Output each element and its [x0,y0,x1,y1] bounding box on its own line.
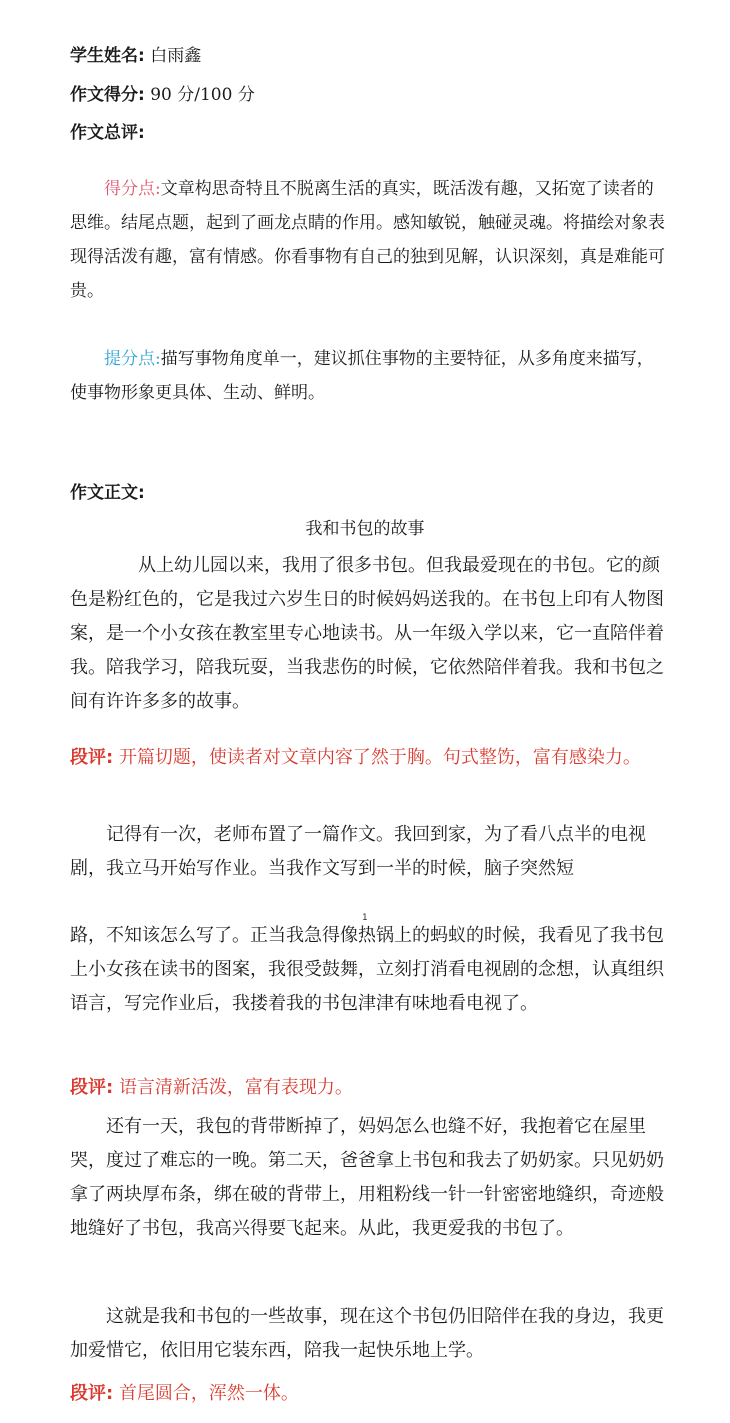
strengths-comment [70,172,665,308]
paragraph-review-1 [70,741,665,775]
essay-title: 我和书包的故事 [305,519,425,539]
overall-comment-label: 作文总评: [70,123,145,143]
review-label-3: 段评: [70,1383,114,1404]
review-label-2: 段评: [70,1077,114,1098]
improvement-label: 提分点: [104,349,161,369]
essay-paragraph-3: 还有一天，我包的背带断掉了，妈妈怎么也缝不好，我抱着它在屋里哭，度过了难忘的一晚。第二天，爸爸拿上书包和我去了奶奶家。只见奶奶拿了两块厚布条，绑在破的背带上，用粗粉线一针一针密密地缝织，奇迹般地缝好了书包，我高兴得要飞起来。从此，我更爱我的书包了。 [70,1116,664,1239]
student-name-line [70,44,201,68]
review-text-3: 首尾圆合，浑然一体。 [118,1383,299,1404]
strengths-label: 得分点: [104,179,161,199]
student-name-value: 白雨鑫 [150,46,202,66]
essay-paragraph-2: 记得有一次，老师布置了一篇作文。我回到家，为了看八点半的电视剧，我立马开始写作业。当我作文写到一半的时候，脑子突然短 [70,824,646,879]
paragraph-review-3 [70,1377,665,1411]
student-name-label: 学生姓名: [70,46,145,66]
strengths-text: 文章构思奇特且不脱离生活的真实，既活泼有趣，又拓宽了读者的思维。结尾点题，起到了画龙点睛的作用。感知敏锐，触碰灵魂。将描绘对象表现得活泼有趣，富有情感。你看事物有自己的独到见解，认识深刻，真是难能可贵。 [70,179,665,301]
score-label: 作文得分: [70,85,145,105]
page-number: 1 [362,913,368,923]
paragraph-review-2 [70,1071,665,1105]
review-text-1: 开篇切题，使读者对文章内容了然于胸。句式整饬，富有感染力。 [118,747,641,768]
essay-paragraph-1: 从上幼儿园以来，我用了很多书包。但我最爱现在的书包。它的颜色是粉红色的，它是我过六岁生日的时候妈妈送我的。在书包上印有人物图案，是一个小女孩在教室里专心地读书。从一年级入学以来，它一直陪伴着我。陪我学习，陪我玩耍，当我悲伤的时候，它依然陪伴着我。我和书包之间有许许多多的故事。 [70,555,664,712]
essay-paragraph-4: 这就是我和书包的一些故事，现在这个书包仍旧陪伴在我的身边，我更加爱惜它，依旧用它装东西，陪我一起快乐地上学。 [70,1306,664,1361]
essay-paragraph-2-continued: 路，不知该怎么写了。正当我急得像热锅上的蚂蚁的时候，我看见了我书包上小女孩在读书的图案，我很受鼓舞，立刻打消看电视剧的念想，认真组织语言，写完作业后，我搂着我的书包津津有味地看电视了。 [70,925,664,1014]
essay-section-heading: 作文正文: [70,483,145,503]
review-label-1: 段评: [70,747,114,768]
score-line [70,83,255,107]
overall-comment-heading [70,121,145,145]
score-value: 90 分/100 分 [150,85,255,105]
improvement-comment [70,342,665,410]
review-text-2: 语言清新活泼，富有表现力。 [118,1077,353,1098]
improvement-text: 描写事物角度单一，建议抓住事物的主要特征，从多角度来描写，使事物形象更具体、生动、鲜明。 [70,349,654,403]
